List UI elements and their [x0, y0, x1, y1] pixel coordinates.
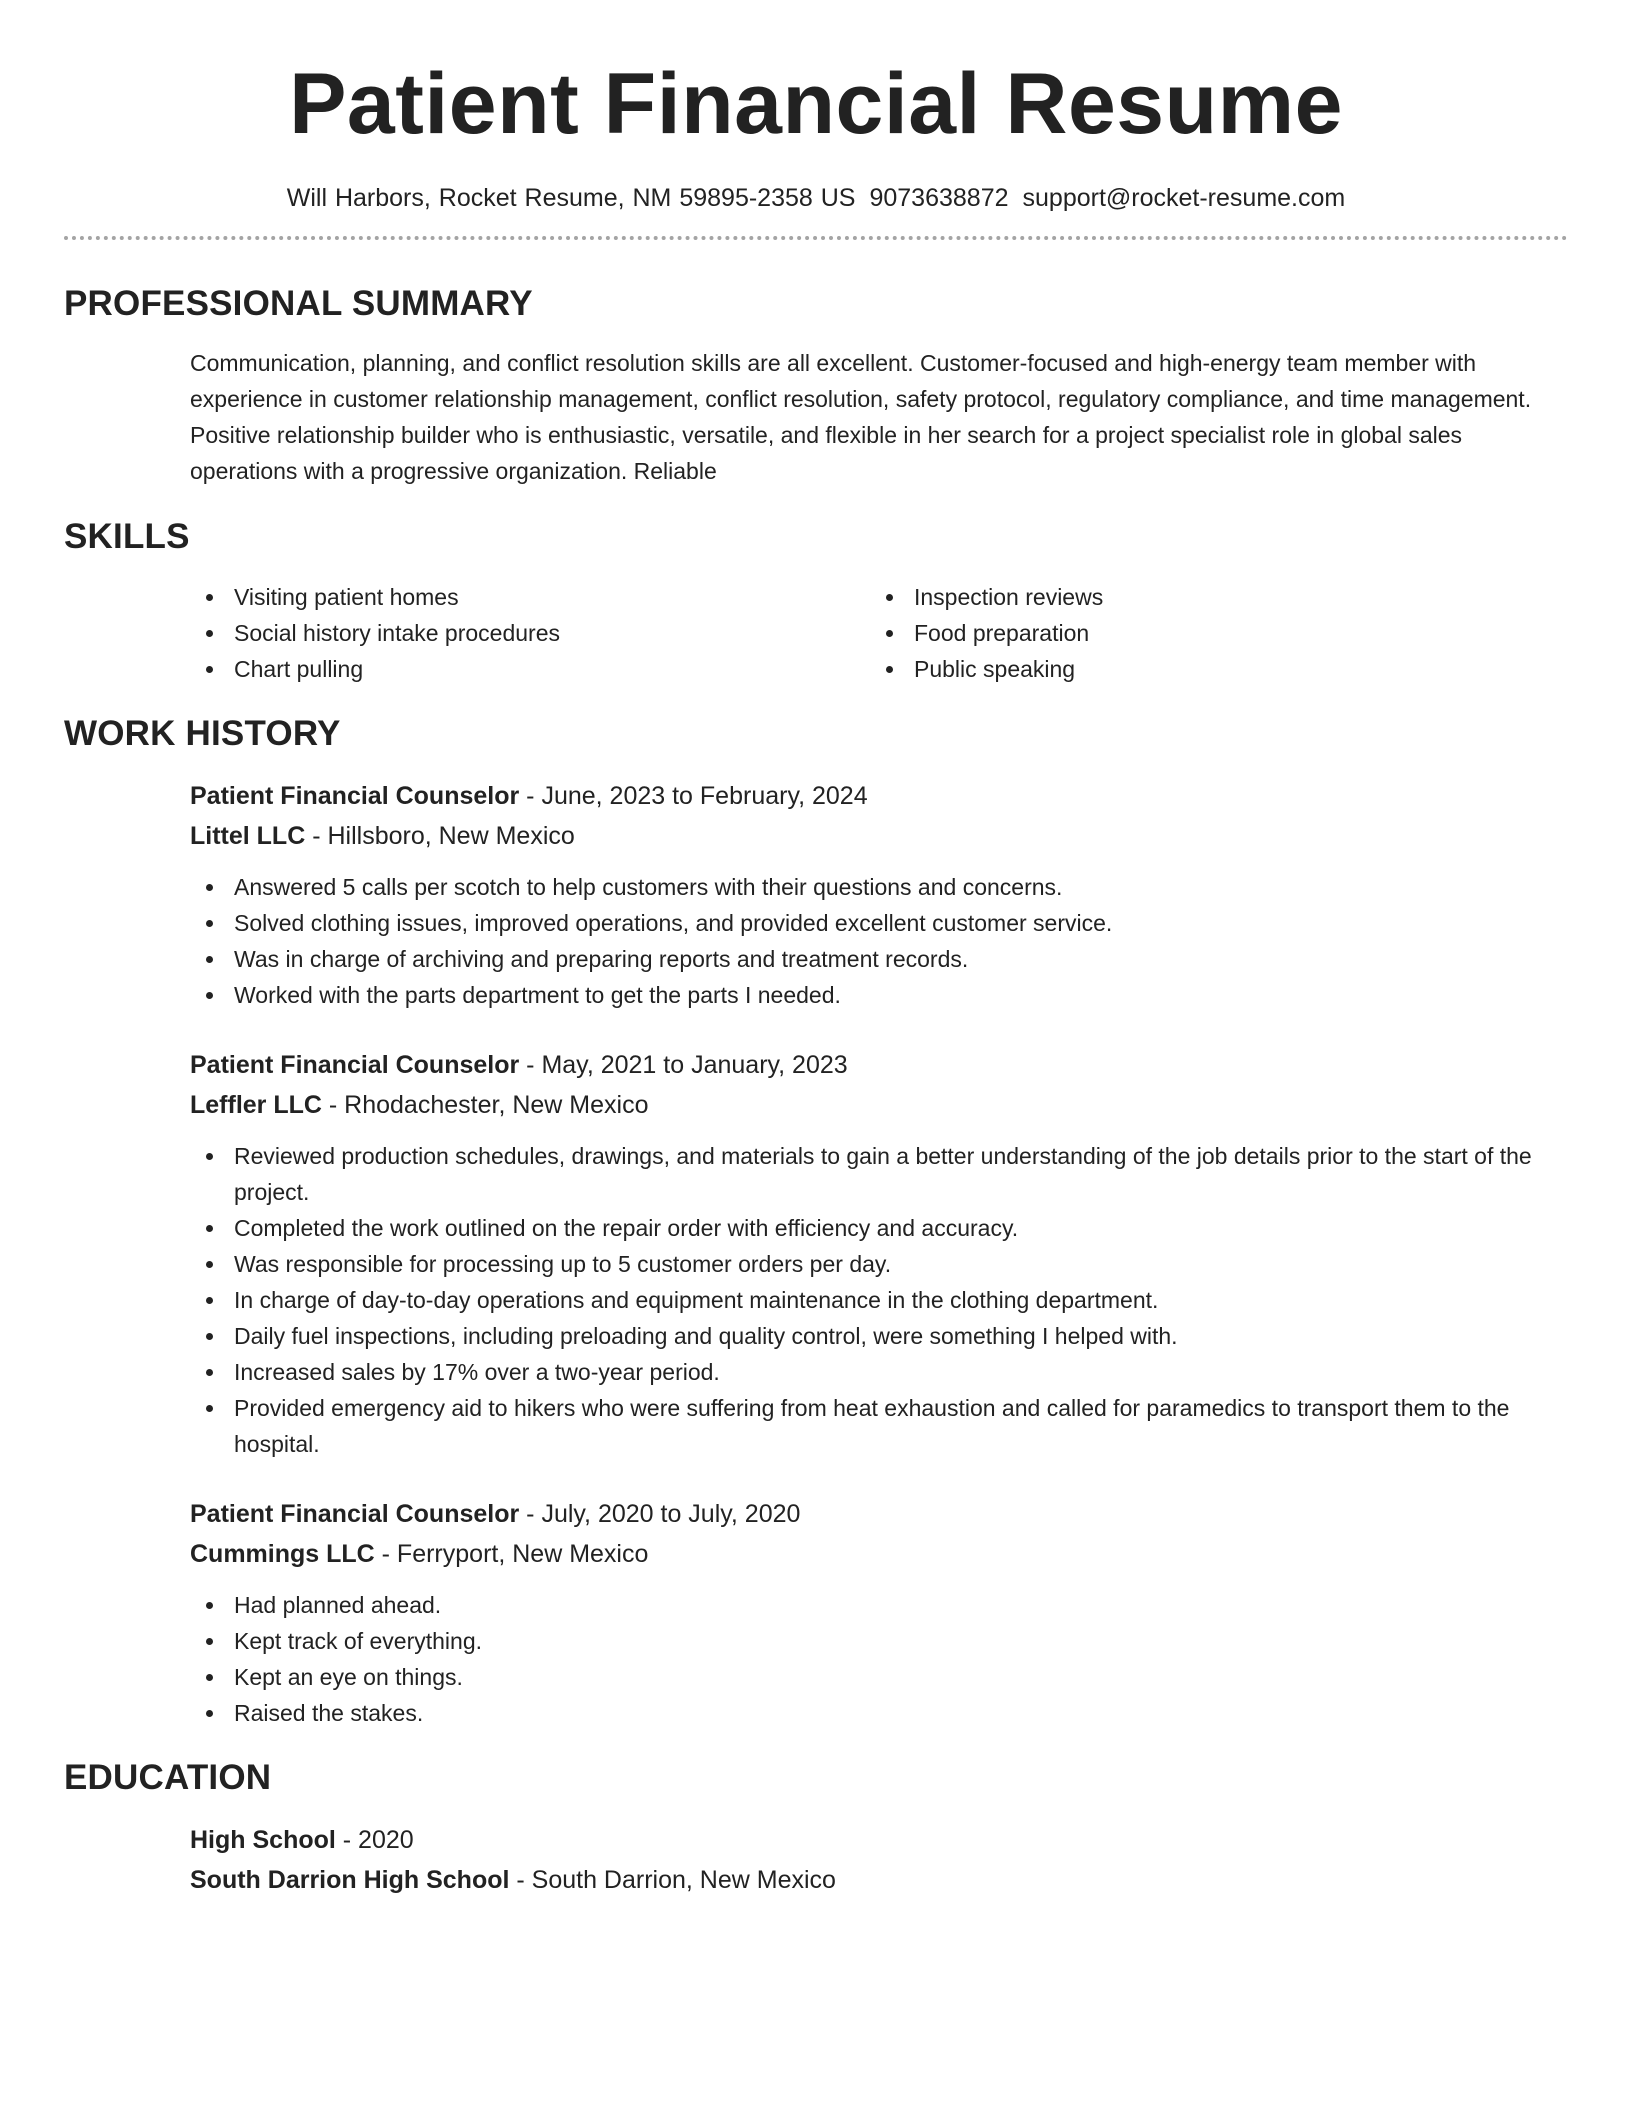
job-bullet: Was responsible for processing up to 5 customer orders per day. — [190, 1246, 1568, 1282]
job-bullet: In charge of day-to-day operations and equipment maintenance in the clothing department. — [190, 1282, 1568, 1318]
job-bullet: Completed the work outlined on the repair order with efficiency and accuracy. — [190, 1210, 1568, 1246]
job-bullet: Was in charge of archiving and preparing reports and treatment records. — [190, 941, 1568, 977]
job-location: - Rhodachester, New Mexico — [321, 1091, 649, 1119]
job-company-line — [190, 816, 1568, 856]
contact-line — [64, 181, 1568, 215]
job-entry — [190, 1494, 1568, 1731]
job-location: - Hillsboro, New Mexico — [305, 822, 575, 850]
summary-text: Communication, planning, and conflict resolution skills are all excellent. Customer-focused and high-energy team member with experience in customer relationship management, conflict resolution, safety protocol, regulatory compliance, and time management. Positive relationship builder who is enthusiastic, versatile, and flexible in her search for a project specialist role in global sales operations with a progressive organization. Reliable — [190, 350, 1532, 484]
job-bullet: Reviewed production schedules, drawings, and materials to gain a better understanding of the job details prior to the start of the project. — [190, 1138, 1568, 1210]
education-entry — [190, 1820, 1568, 1900]
degree: High School — [190, 1826, 336, 1854]
job-bullet: Provided emergency aid to hikers who were suffering from heat exhaustion and called for paramedics to transport them to the hospital. — [190, 1390, 1568, 1462]
job-company: Cummings LLC — [190, 1540, 375, 1568]
contact-phone: 9073638872 — [869, 184, 1009, 212]
job-entry — [190, 776, 1568, 1013]
skills-section — [64, 515, 1568, 687]
skill-item: Social history intake procedures — [190, 615, 870, 651]
job-title-line — [190, 1045, 1568, 1085]
job-bullet: Daily fuel inspections, including preloading and quality control, were something I helped with. — [190, 1318, 1568, 1354]
job-dates: - July, 2020 to July, 2020 — [519, 1500, 801, 1528]
job-bullet: Worked with the parts department to get the parts I needed. — [190, 977, 1568, 1013]
job-title: Patient Financial Counselor — [190, 782, 520, 810]
job-dates: - June, 2023 to February, 2024 — [519, 782, 868, 810]
job-bullets — [190, 869, 1568, 1013]
job-bullet: Increased sales by 17% over a two-year period. — [190, 1354, 1568, 1390]
summary-heading: PROFESSIONAL SUMMARY — [64, 284, 533, 323]
skills-column-right — [870, 579, 1550, 687]
job-bullets — [190, 1138, 1568, 1462]
job-company-line — [190, 1085, 1568, 1125]
job-title-line — [190, 776, 1568, 816]
job-company: Leffler LLC — [190, 1091, 322, 1119]
skill-item: Public speaking — [870, 651, 1550, 687]
header-divider — [64, 236, 1568, 240]
job-title: Patient Financial Counselor — [190, 1051, 520, 1079]
skill-item: Inspection reviews — [870, 579, 1550, 615]
job-entry — [190, 1045, 1568, 1462]
job-bullet: Answered 5 calls per scotch to help customers with their questions and concerns. — [190, 869, 1568, 905]
degree-year: - 2020 — [335, 1826, 414, 1854]
job-dates: - May, 2021 to January, 2023 — [519, 1051, 848, 1079]
contact-address: Will Harbors, Rocket Resume, NM 59895-2358 US — [286, 184, 856, 212]
resume-page — [64, 0, 1568, 1900]
education-section — [64, 1756, 1568, 1900]
job-bullet: Solved clothing issues, improved operations, and provided excellent customer service. — [190, 905, 1568, 941]
work-history-heading: WORK HISTORY — [64, 714, 341, 753]
job-company: Littel LLC — [190, 822, 306, 850]
job-bullet: Had planned ahead. — [190, 1587, 1568, 1623]
job-bullet: Raised the stakes. — [190, 1695, 1568, 1731]
education-heading: EDUCATION — [64, 1758, 272, 1797]
job-location: - Ferryport, New Mexico — [374, 1540, 649, 1568]
page-title: Patient Financial Resume — [289, 56, 1343, 152]
job-title: Patient Financial Counselor — [190, 1500, 520, 1528]
job-bullets — [190, 1587, 1568, 1731]
skill-item: Visiting patient homes — [190, 579, 870, 615]
job-bullet: Kept track of everything. — [190, 1623, 1568, 1659]
job-title-line — [190, 1494, 1568, 1534]
summary-section — [64, 282, 1568, 489]
skills-column-left — [190, 579, 870, 687]
skills-list — [190, 579, 1568, 687]
work-history-section — [64, 712, 1568, 1731]
job-bullet: Kept an eye on things. — [190, 1659, 1568, 1695]
skill-item: Chart pulling — [190, 651, 870, 687]
school-line — [190, 1860, 1568, 1900]
degree-line — [190, 1820, 1568, 1860]
skill-item: Food preparation — [870, 615, 1550, 651]
skills-heading: SKILLS — [64, 517, 190, 556]
school-name: South Darrion High School — [190, 1866, 510, 1894]
contact-email: support@rocket-resume.com — [1022, 184, 1346, 212]
school-location: - South Darrion, New Mexico — [509, 1866, 836, 1894]
job-company-line — [190, 1534, 1568, 1574]
